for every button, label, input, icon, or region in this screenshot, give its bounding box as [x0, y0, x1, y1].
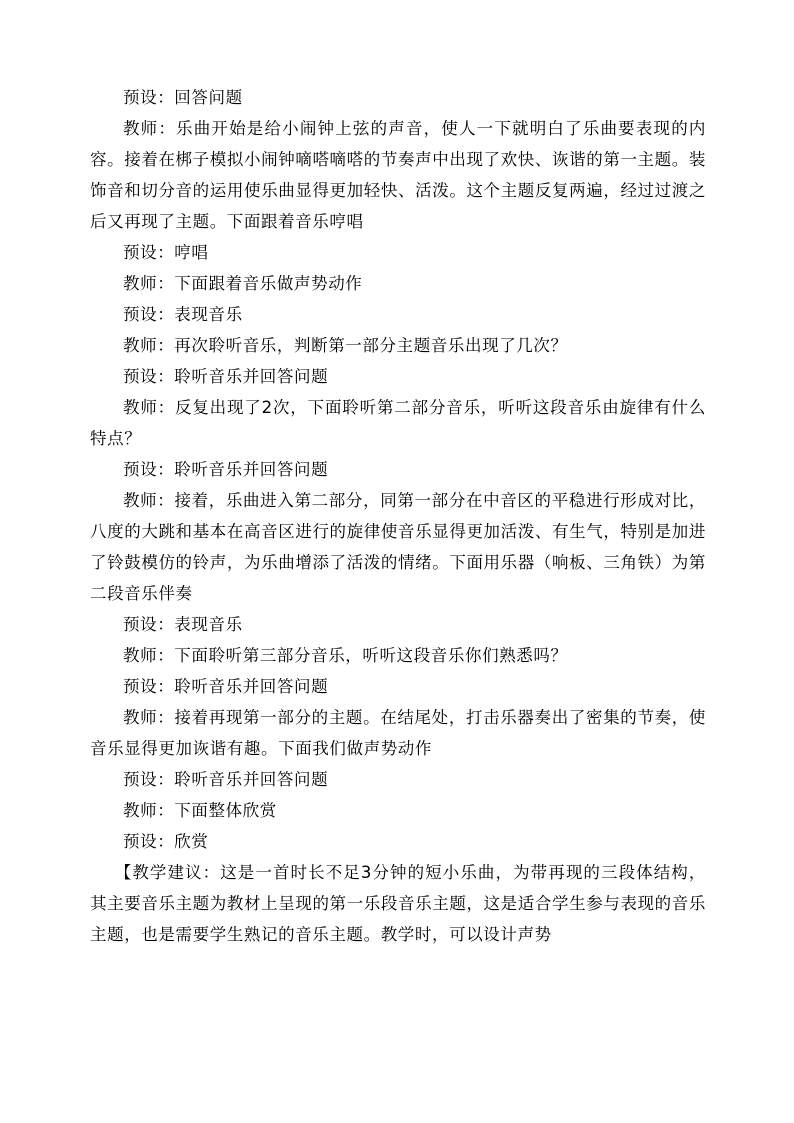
preset-perform-music: 预设：表现音乐: [123, 305, 243, 324]
teacher-second-part-question: 教师：反复出现了2次，下面聆听第二部分音乐，听听这段音乐由旋律有什么特点？: [90, 398, 706, 448]
preset-humming: 预设：哼唱: [123, 243, 209, 262]
preset-listen-answer: 预设：聆听音乐并回答问题: [123, 460, 329, 479]
teacher-intro-theme: 教师：乐曲开始是给小闹钟上弦的声音，使人一下就明白了乐曲要表现的内容。接着在梆子模拟小闹钟嘀嗒嘀嗒的节奏声中出现了欢快、诙谐的第一主题。装饰音和切分音的运用使乐曲显得更加轻快、活泼。这个主题反复两遍，经过过渡之后又再现了主题。下面跟着音乐哼唱: [90, 119, 706, 231]
teacher-third-part-question: 教师：下面聆听第三部分音乐，听听这段音乐你们熟悉吗？: [123, 646, 568, 665]
lesson-plan-body: [90, 82, 706, 950]
teacher-second-part-explain: 教师：接着，乐曲进入第二部分，同第一部分在中音区的平稳进行形成对比，八度的大跳和基本在高音区进行的旋律使音乐显得更加活泼、有生气，特别是加进了铃鼓模仿的铃声，为乐曲增添了活泼的情绪。下面用乐器（响板、三角铁）为第二段音乐伴奏: [90, 491, 706, 603]
preset-listen-answer: 预设：聆听音乐并回答问题: [123, 677, 329, 696]
teaching-suggestion: 【教学建议：这是一首时长不足3分钟的短小乐曲，为带再现的三段体结构，其主要音乐主题为教材上呈现的第一乐段音乐主题，这是适合学生参与表现的音乐主题，也是需要学生熟记的音乐主题。教学时，可以设计声势: [90, 863, 706, 944]
teacher-listen-again: 教师：再次聆听音乐，判断第一部分主题音乐出现了几次？: [123, 336, 568, 355]
preset-perform-music: 预设：表现音乐: [123, 615, 243, 634]
preset-listen-answer: 预设：聆听音乐并回答问题: [123, 770, 329, 789]
teacher-overall-appreciation: 教师：下面整体欣赏: [123, 801, 277, 820]
teacher-body-percussion: 教师：下面跟着音乐做声势动作: [123, 274, 363, 293]
preset-listen-answer: 预设：聆听音乐并回答问题: [123, 367, 329, 386]
preset-appreciate: 预设：欣赏: [123, 832, 209, 851]
teacher-third-part-explain: 教师：接着再现第一部分的主题。在结尾处，打击乐器奏出了密集的节奏，使音乐显得更加诙谐有趣。下面我们做声势动作: [90, 708, 706, 758]
preset-answer-question: 预设：回答问题: [123, 88, 243, 107]
